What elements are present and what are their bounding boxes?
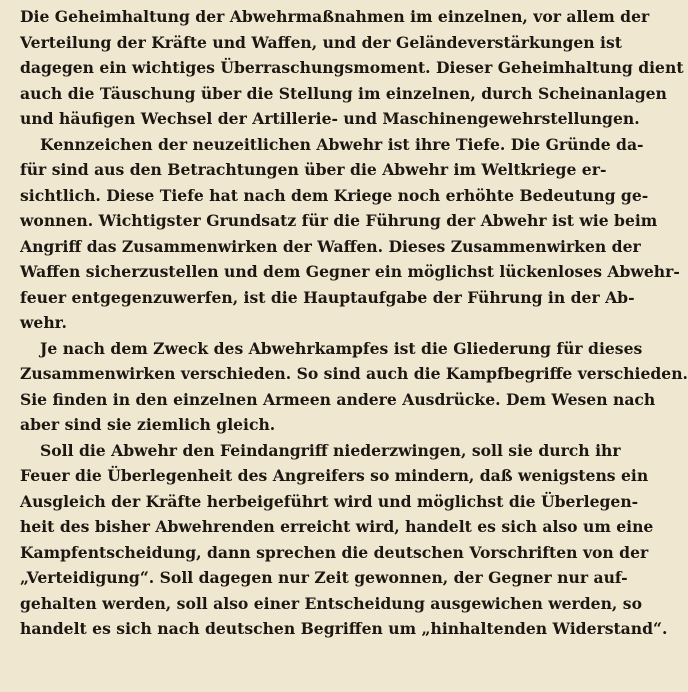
text-line: Je nach dem Zweck des Abwehrkampfes ist die Gliederung für dieses [40,338,643,358]
text-line: Sie finden in den einzelnen Armeen andere Ausdrücke. Dem Wesen nach [20,389,656,409]
text-line: Die Geheimhaltung der Abwehrmaßnahmen im einzelnen, vor allem der [20,7,650,26]
text-line: Ausgleich der Kräfte herbeigeführt wird und möglichst die Überlegen- [20,491,639,511]
text-line: wehr. [20,313,67,332]
text-line: Soll die Abwehr den Feindangriff niederzwingen, soll sie durch ihr [40,440,621,460]
text-line: „Verteidigung“. Soll dagegen nur Zeit gewonnen, der Gegner nur auf- [20,568,628,587]
text-line: heit des bisher Abwehrenden erreicht wird, handelt es sich also um eine [20,517,654,536]
text-line: aber sind sie ziemlich gleich. [20,415,276,434]
text-line: auch die Täuschung über die Stellung im einzelnen, durch Scheinanlagen [20,83,667,103]
text-line: Zusammenwirken verschieden. So sind auch die Kampfbegriffe verschieden. [20,364,688,383]
text-line: Verteilung der Kräfte und Waffen, und der Geländeverstärkungen ist [20,32,622,52]
text-line: handelt es sich nach deutschen Begriffen um „hinhaltenden Widerstand“. [20,619,668,638]
text-line: wonnen. Wichtigster Grundsatz für die Führung der Abwehr ist wie beim [20,211,658,230]
text-line: für sind aus den Betrachtungen über die Abwehr im Weltkriege er- [20,160,607,179]
text-line: sichtlich. Diese Tiefe hat nach dem Kriege noch erhöhte Bedeutung ge- [20,185,649,205]
text-line: Feuer die Überlegenheit des Angreifers so mindern, daß wenigstens ein [20,466,649,485]
text-line: gehalten werden, soll also einer Entscheidung ausgewichen werden, so [20,593,642,613]
paragraph-secrecy [20,4,684,132]
text-line: dagegen ein wichtiges Überraschungsmoment. Dieser Geheimhaltung dient [20,58,684,77]
paragraph-defense-terms [20,438,668,642]
paragraph-depth [20,132,680,336]
text-line: Angriff das Zusammenwirken der Waffen. Dieses Zusammenwirken der [20,236,641,256]
text-line: feuer entgegenzuwerfen, ist die Hauptaufgabe der Führung in der Ab- [20,287,635,307]
text-line: Kampfentscheidung, dann sprechen die deutschen Vorschriften von der [20,542,649,562]
paragraph-purpose [20,336,688,438]
text-line: Kennzeichen der neuzeitlichen Abwehr ist ihre Tiefe. Die Gründe da- [40,134,644,154]
text-line: und häufigen Wechsel der Artillerie- und Maschinengewehrstellungen. [20,109,640,128]
text-line: Waffen sicherzustellen und dem Gegner ein möglichst lückenloses Abwehr- [20,262,680,281]
